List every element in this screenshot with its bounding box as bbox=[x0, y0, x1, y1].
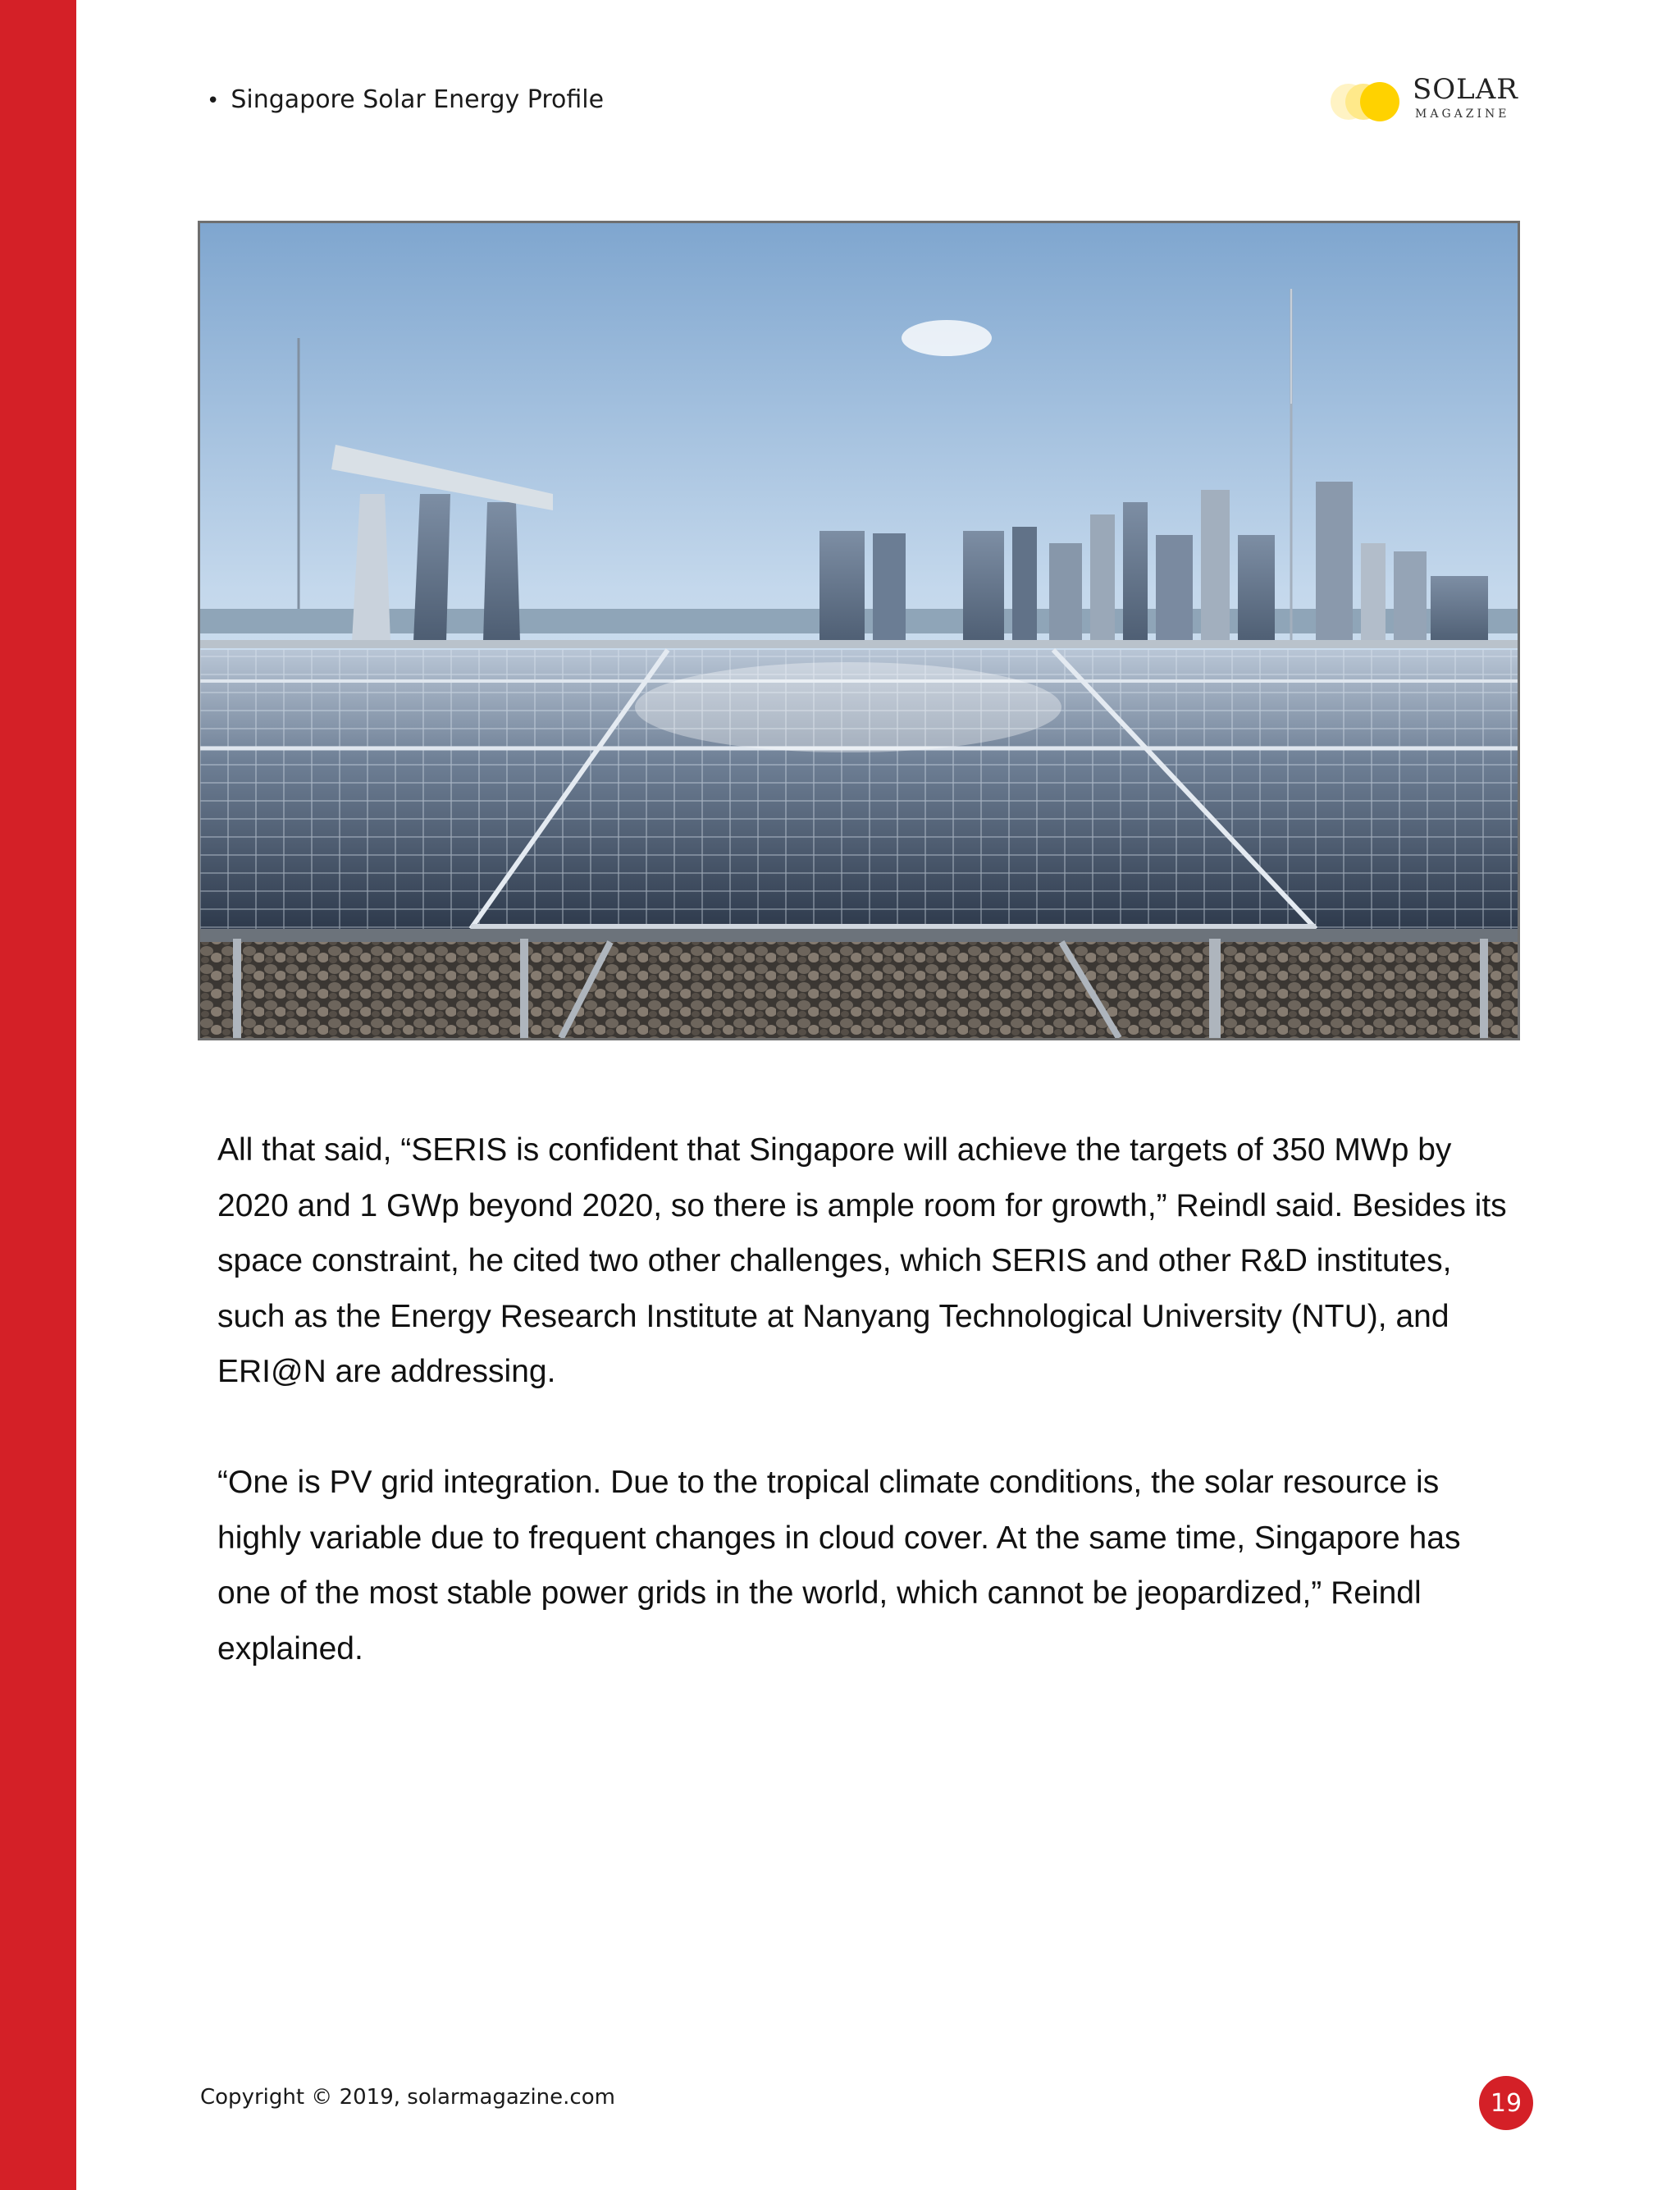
article-body bbox=[217, 1122, 1513, 1732]
bullet-icon: • bbox=[207, 89, 220, 113]
running-header bbox=[207, 85, 604, 114]
sun-logo-icon bbox=[1331, 79, 1404, 125]
paragraph-1: All that said, “SERIS is confident that Singapore will achieve the targets of 350 MWp by 2020 and 1 GWp beyond 2020, so there is ample room for growth,” Reindl said. Besides its space constraint, he cited two other challenges, which SERIS and other R&D institutes, such as the Energy Research Institute at Nanyang Technological University (NTU), and ERI@N are addressing. bbox=[217, 1132, 1507, 1389]
solar-panel-city-photo bbox=[198, 221, 1520, 1040]
photo-illustration bbox=[200, 223, 1518, 1038]
solar-magazine-logo bbox=[1331, 72, 1527, 128]
paragraph-2: “One is PV grid integration. Due to the tropical climate conditions, the solar resource is highly variable due to frequent changes in cloud cover. At the same time, Singapore has one of the most stable power grids in the world, which cannot be jeopardized,” Reindl explained. bbox=[217, 1465, 1461, 1667]
logo-subtitle: MAGAZINE bbox=[1415, 107, 1510, 121]
running-header-title: Singapore Solar Energy Profile bbox=[231, 85, 605, 114]
left-accent-bar bbox=[0, 0, 76, 2190]
page-number-badge: 19 bbox=[1479, 2076, 1533, 2130]
logo-wordmark: SOLAR bbox=[1413, 73, 1518, 106]
footer-copyright: Copyright © 2019, solarmagazine.com bbox=[200, 2085, 615, 2110]
